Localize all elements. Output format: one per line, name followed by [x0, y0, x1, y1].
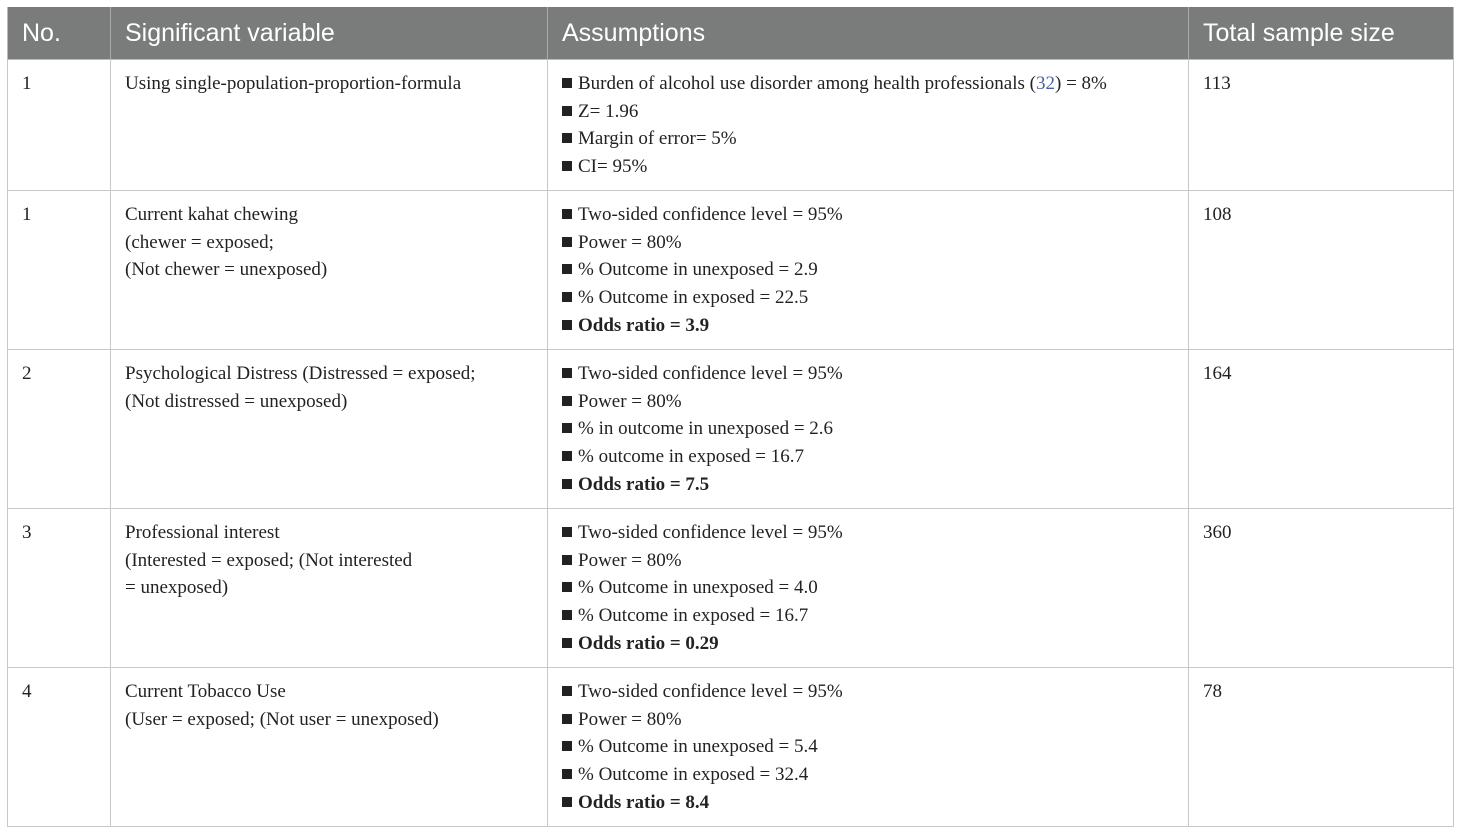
significant-variable-cell [111, 191, 548, 350]
assumption-line [562, 519, 1174, 547]
variable-line: (Not chewer = unexposed) [125, 259, 328, 281]
assumption-text: Two-sided confidence level = 95% [578, 522, 843, 543]
assumption-text: Z= 1.96 [578, 100, 639, 122]
black-square-bullet-icon [562, 133, 572, 143]
assumption-line [562, 201, 1174, 229]
header-significant-variable: Significant variable [111, 7, 548, 60]
assumption-line [562, 761, 1174, 789]
black-square-bullet-icon [562, 769, 572, 779]
variable-line: (User = exposed; (Not user = unexposed) [125, 708, 439, 730]
assumption-line [562, 360, 1174, 388]
assumptions-cell [548, 668, 1189, 827]
row-number-cell: 4 [8, 668, 111, 827]
table-row [8, 668, 1454, 827]
variable-line: (Not distressed = unexposed) [125, 390, 348, 412]
header-assumptions: Assumptions [548, 7, 1189, 60]
assumption-text: % Outcome in exposed = 22.5 [578, 287, 809, 309]
total-sample-size-cell: 113 [1189, 60, 1454, 191]
assumption-text: Odds ratio = 0.29 [578, 632, 719, 654]
black-square-bullet-icon [562, 209, 572, 219]
variable-line: Psychological Distress (Distressed = exposed; [125, 363, 476, 384]
assumption-line [562, 256, 1174, 284]
table-row [8, 509, 1454, 668]
assumption-line [562, 574, 1174, 602]
assumption-line [562, 415, 1174, 443]
black-square-bullet-icon [562, 714, 572, 724]
black-square-bullet-icon [562, 106, 572, 116]
black-square-bullet-icon [562, 582, 572, 592]
assumption-text: Two-sided confidence level = 95% [578, 681, 843, 702]
black-square-bullet-icon [562, 638, 572, 648]
table-row [8, 60, 1454, 191]
assumption-text: Odds ratio = 3.9 [578, 314, 710, 336]
odds-ratio-line [562, 312, 1174, 340]
assumption-text: % Outcome in unexposed = 4.0 [578, 577, 818, 599]
table-row [8, 350, 1454, 509]
variable-line: Professional interest [125, 522, 280, 543]
assumption-text: Power = 80% [578, 390, 682, 412]
black-square-bullet-icon [562, 797, 572, 807]
assumption-text: Odds ratio = 7.5 [578, 473, 710, 495]
black-square-bullet-icon [562, 741, 572, 751]
row-number-cell: 3 [8, 509, 111, 668]
black-square-bullet-icon [562, 555, 572, 565]
assumption-text: Burden of alcohol use disorder among health professionals ( [578, 73, 1036, 94]
table-row [8, 191, 1454, 350]
black-square-bullet-icon [562, 527, 572, 537]
assumption-text: % Outcome in unexposed = 2.9 [578, 259, 818, 281]
black-square-bullet-icon [562, 396, 572, 406]
row-number-cell: 1 [8, 60, 111, 191]
black-square-bullet-icon [562, 423, 572, 433]
assumption-line [562, 388, 1174, 416]
assumption-line [562, 70, 1174, 98]
assumption-line [562, 706, 1174, 734]
header-row [8, 7, 1454, 60]
total-sample-size-cell: 360 [1189, 509, 1454, 668]
assumption-text: Odds ratio = 8.4 [578, 791, 710, 813]
total-sample-size-cell: 108 [1189, 191, 1454, 350]
table-header [8, 7, 1454, 60]
assumption-text: Power = 80% [578, 549, 682, 571]
assumption-line [562, 443, 1174, 471]
assumption-text: CI= 95% [578, 156, 648, 178]
total-sample-size-cell: 164 [1189, 350, 1454, 509]
assumption-text: Two-sided confidence level = 95% [578, 204, 843, 225]
black-square-bullet-icon [562, 78, 572, 88]
black-square-bullet-icon [562, 686, 572, 696]
assumption-text: % in outcome in unexposed = 2.6 [578, 418, 834, 440]
assumptions-cell [548, 350, 1189, 509]
variable-line: (chewer = exposed; [125, 231, 274, 253]
variable-line: Using single-population-proportion-formula [125, 73, 462, 94]
black-square-bullet-icon [562, 237, 572, 247]
black-square-bullet-icon [562, 479, 572, 489]
reference-link[interactable]: 32 [1036, 73, 1055, 94]
black-square-bullet-icon [562, 610, 572, 620]
row-number-cell: 2 [8, 350, 111, 509]
assumption-text: Power = 80% [578, 708, 682, 730]
assumption-line [562, 229, 1174, 257]
total-sample-size-cell: 78 [1189, 668, 1454, 827]
assumption-line [562, 678, 1174, 706]
assumption-line [562, 153, 1174, 181]
significant-variable-cell [111, 668, 548, 827]
assumption-text: Power = 80% [578, 231, 682, 253]
significant-variable-cell [111, 60, 548, 191]
odds-ratio-line [562, 471, 1174, 499]
variable-line: (Interested = exposed; (Not interested [125, 549, 413, 571]
assumption-text: % outcome in exposed = 16.7 [578, 446, 805, 468]
sample-size-table [7, 7, 1454, 827]
odds-ratio-line [562, 630, 1174, 658]
header-no: No. [8, 7, 111, 60]
black-square-bullet-icon [562, 320, 572, 330]
black-square-bullet-icon [562, 451, 572, 461]
black-square-bullet-icon [562, 292, 572, 302]
assumption-line [562, 98, 1174, 126]
assumptions-cell [548, 509, 1189, 668]
row-number-cell: 1 [8, 191, 111, 350]
assumption-text: % Outcome in exposed = 16.7 [578, 605, 809, 627]
black-square-bullet-icon [562, 264, 572, 274]
header-total-sample-size: Total sample size [1189, 7, 1454, 60]
black-square-bullet-icon [562, 368, 572, 378]
table-body [8, 60, 1454, 827]
assumption-line [562, 125, 1174, 153]
variable-line: Current Tobacco Use [125, 681, 286, 702]
significant-variable-cell [111, 509, 548, 668]
assumption-line [562, 284, 1174, 312]
assumption-text: % Outcome in unexposed = 5.4 [578, 736, 818, 758]
assumption-line [562, 733, 1174, 761]
assumption-text: Two-sided confidence level = 95% [578, 363, 843, 384]
assumptions-cell [548, 191, 1189, 350]
assumption-text: % Outcome in exposed = 32.4 [578, 764, 809, 786]
variable-line: = unexposed) [125, 577, 229, 599]
assumptions-cell [548, 60, 1189, 191]
assumption-text: ) = 8% [1055, 73, 1107, 94]
black-square-bullet-icon [562, 161, 572, 171]
assumption-line [562, 602, 1174, 630]
variable-line: Current kahat chewing [125, 204, 299, 225]
odds-ratio-line [562, 789, 1174, 817]
significant-variable-cell [111, 350, 548, 509]
assumption-line [562, 547, 1174, 575]
assumption-text: Margin of error= 5% [578, 128, 737, 150]
